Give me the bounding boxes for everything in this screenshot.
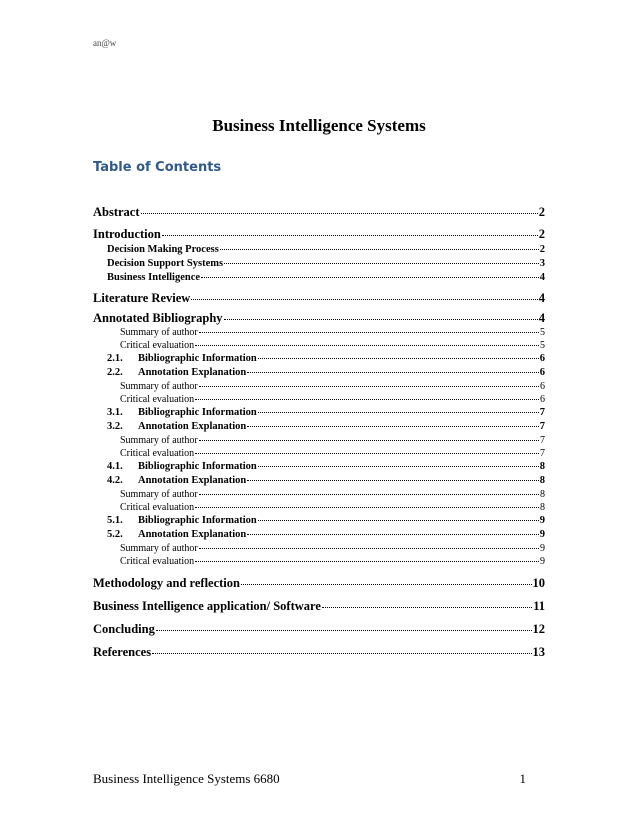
toc-entry-page: 4: [538, 311, 545, 325]
toc-entry-label: [107, 475, 246, 486]
toc-entry-page: 2: [539, 244, 545, 255]
toc-entry-label: Summary of author: [120, 327, 198, 338]
toc-entry-summary-of-author[interactable]: [93, 435, 545, 446]
toc-entry-page: 9: [540, 543, 545, 554]
toc-entry-page: 11: [533, 599, 545, 613]
toc-entry-abstract[interactable]: [93, 205, 545, 220]
toc-entry-number: 2.1.: [107, 353, 123, 364]
toc-entry-label: [107, 461, 257, 472]
toc-entry-page: 9: [540, 556, 545, 567]
toc-entry-critical-evaluation[interactable]: [93, 448, 545, 459]
toc-entry-annotated-bibliography[interactable]: [93, 311, 545, 326]
toc-entry-text: Annotation Explanation: [138, 475, 247, 486]
toc-leader: [152, 653, 531, 654]
toc-entry-label: Summary of author: [120, 543, 198, 554]
toc-leader: [195, 507, 539, 508]
toc-entry-number: 5.2.: [107, 529, 123, 540]
toc-entry-page: 7: [540, 435, 545, 446]
toc-entry-bibliographic-information[interactable]: [93, 353, 545, 364]
toc-heading: Table of Contents: [93, 160, 222, 175]
toc-entry-label: Decision Making Process: [107, 244, 219, 255]
toc-entry-label: Summary of author: [120, 381, 198, 392]
toc-leader: [195, 453, 539, 454]
document-title: Business Intelligence Systems: [212, 116, 426, 135]
toc-entry-methodology-and-reflection[interactable]: [93, 576, 545, 591]
toc-entry-summary-of-author[interactable]: [93, 543, 545, 554]
toc-entry-critical-evaluation[interactable]: [93, 502, 545, 513]
toc-entry-concluding[interactable]: [93, 622, 545, 637]
toc-entry-page: 8: [539, 475, 545, 486]
toc-entry-bibliographic-information[interactable]: [93, 461, 545, 472]
toc-leader: [199, 440, 539, 441]
toc-entry-label: Critical evaluation: [120, 448, 195, 459]
toc-entry-page: 7: [539, 421, 545, 432]
toc-entry-label: Concluding: [93, 622, 155, 636]
toc-entry-page: 6: [539, 353, 545, 364]
toc-entry-business-intelligence[interactable]: [93, 272, 545, 283]
toc-leader: [258, 520, 539, 521]
toc-entry-text: Bibliographic Information: [138, 461, 257, 472]
toc-entry-page: 6: [540, 381, 545, 392]
toc-entry-annotation-explanation[interactable]: [93, 367, 545, 378]
toc-entry-page: 8: [539, 461, 545, 472]
toc-leader: [258, 358, 539, 359]
toc-entry-number: 3.2.: [107, 421, 123, 432]
toc-entry-introduction[interactable]: [93, 227, 545, 242]
toc-entry-summary-of-author[interactable]: [93, 381, 545, 392]
toc-entry-critical-evaluation[interactable]: [93, 340, 545, 351]
toc-entry-bibliographic-information[interactable]: [93, 515, 545, 526]
footer-title: Business Intelligence Systems 6680: [93, 771, 280, 786]
toc-leader: [199, 494, 539, 495]
toc-leader: [258, 412, 539, 413]
toc-entry-annotation-explanation[interactable]: [93, 421, 545, 432]
toc-leader: [199, 332, 539, 333]
toc-leader: [199, 548, 539, 549]
toc-entry-text: Annotation Explanation: [138, 529, 247, 540]
toc-leader: [195, 345, 539, 346]
toc-leader: [247, 372, 539, 373]
toc-leader: [195, 561, 539, 562]
footer-page-number: 1: [519, 771, 526, 786]
toc-leader: [141, 213, 538, 214]
toc-entry-page: 8: [540, 489, 545, 500]
toc-entry-number: 2.2.: [107, 367, 123, 378]
toc-leader: [220, 249, 539, 250]
toc-leader: [247, 534, 539, 535]
toc-entry-label: [107, 515, 257, 526]
toc-leader: [241, 584, 532, 585]
toc-leader: [201, 277, 539, 278]
toc-leader: [195, 399, 539, 400]
toc-entry-text: Annotation Explanation: [138, 421, 247, 432]
toc-entry-summary-of-author[interactable]: [93, 489, 545, 500]
toc-leader: [247, 480, 539, 481]
toc-leader: [162, 235, 538, 236]
toc-entry-label: Summary of author: [120, 435, 198, 446]
toc-entry-label: [107, 529, 246, 540]
toc-entry-label: References: [93, 645, 152, 659]
toc-leader: [199, 386, 539, 387]
toc-entry-critical-evaluation[interactable]: [93, 556, 545, 567]
toc-entry-label: Business Intelligence application/ Software: [93, 599, 321, 613]
toc-entry-page: 2: [538, 205, 545, 219]
toc-entry-page: 9: [539, 529, 545, 540]
toc-entry-label: Methodology and reflection: [93, 576, 240, 590]
toc-entry-references[interactable]: [93, 645, 545, 660]
toc-entry-label: Critical evaluation: [120, 340, 195, 351]
toc-entry-label: Critical evaluation: [120, 556, 195, 567]
toc-entry-page: 13: [532, 645, 545, 659]
toc-entry-label: Critical evaluation: [120, 394, 195, 405]
toc-leader: [224, 263, 539, 264]
toc-entry-number: 4.2.: [107, 475, 123, 486]
toc-entry-page: 7: [539, 407, 545, 418]
toc-leader: [247, 426, 539, 427]
toc-entry-page: 4: [539, 272, 545, 283]
toc-entry-page: 12: [532, 622, 545, 636]
toc-entry-label: Abstract: [93, 205, 140, 219]
toc-leader: [156, 630, 532, 631]
toc-entry-label: Introduction: [93, 227, 161, 241]
toc-entry-label: Literature Review: [93, 291, 191, 305]
toc-entry-page: 9: [539, 515, 545, 526]
toc-entry-decision-making-process[interactable]: [93, 244, 545, 255]
toc-entry-page: 4: [538, 291, 545, 305]
toc-entry-page: 5: [540, 327, 545, 338]
toc-entry-page: 5: [540, 340, 545, 351]
toc-entry-text: Bibliographic Information: [138, 353, 257, 364]
toc-entry-summary-of-author[interactable]: [93, 327, 545, 338]
toc-entry-label: Decision Support Systems: [107, 258, 224, 269]
toc-entry-label: Critical evaluation: [120, 502, 195, 513]
toc-entry-text: Bibliographic Information: [138, 515, 257, 526]
toc-entry-label: Annotated Bibliography: [93, 311, 223, 325]
toc-leader: [191, 299, 537, 300]
toc-entry-label: Summary of author: [120, 489, 198, 500]
toc-entry-page: 3: [539, 258, 545, 269]
toc-entry-number: 3.1.: [107, 407, 123, 418]
toc-entry-page: 8: [540, 502, 545, 513]
toc-entry-annotation-explanation[interactable]: [93, 529, 545, 540]
toc-entry-label: [107, 421, 246, 432]
toc-entry-number: 4.1.: [107, 461, 123, 472]
toc-entry-label: [107, 367, 246, 378]
toc-leader: [322, 607, 532, 608]
toc-entry-label: [107, 353, 257, 364]
toc-entry-page: 6: [540, 394, 545, 405]
toc-entry-number: 5.1.: [107, 515, 123, 526]
toc-entry-critical-evaluation[interactable]: [93, 394, 545, 405]
toc-leader: [224, 319, 538, 320]
toc-entry-bibliographic-information[interactable]: [93, 407, 545, 418]
toc-entry-page: 6: [539, 367, 545, 378]
toc-entry-label: [107, 407, 257, 418]
toc-entry-business-intelligence-application[interactable]: [93, 599, 545, 614]
toc-entry-literature-review[interactable]: [93, 291, 545, 306]
toc-entry-label: Business Intelligence: [107, 272, 201, 283]
toc-entry-page: 2: [538, 227, 545, 241]
toc-entry-text: Bibliographic Information: [138, 407, 257, 418]
toc-entry-annotation-explanation[interactable]: [93, 475, 545, 486]
toc-entry-text: Annotation Explanation: [138, 367, 247, 378]
header-mark: an@w: [93, 38, 117, 48]
toc-entry-page: 10: [532, 576, 545, 590]
toc-entry-page: 7: [540, 448, 545, 459]
toc-entry-decision-support-systems[interactable]: [93, 258, 545, 269]
toc-leader: [258, 466, 539, 467]
